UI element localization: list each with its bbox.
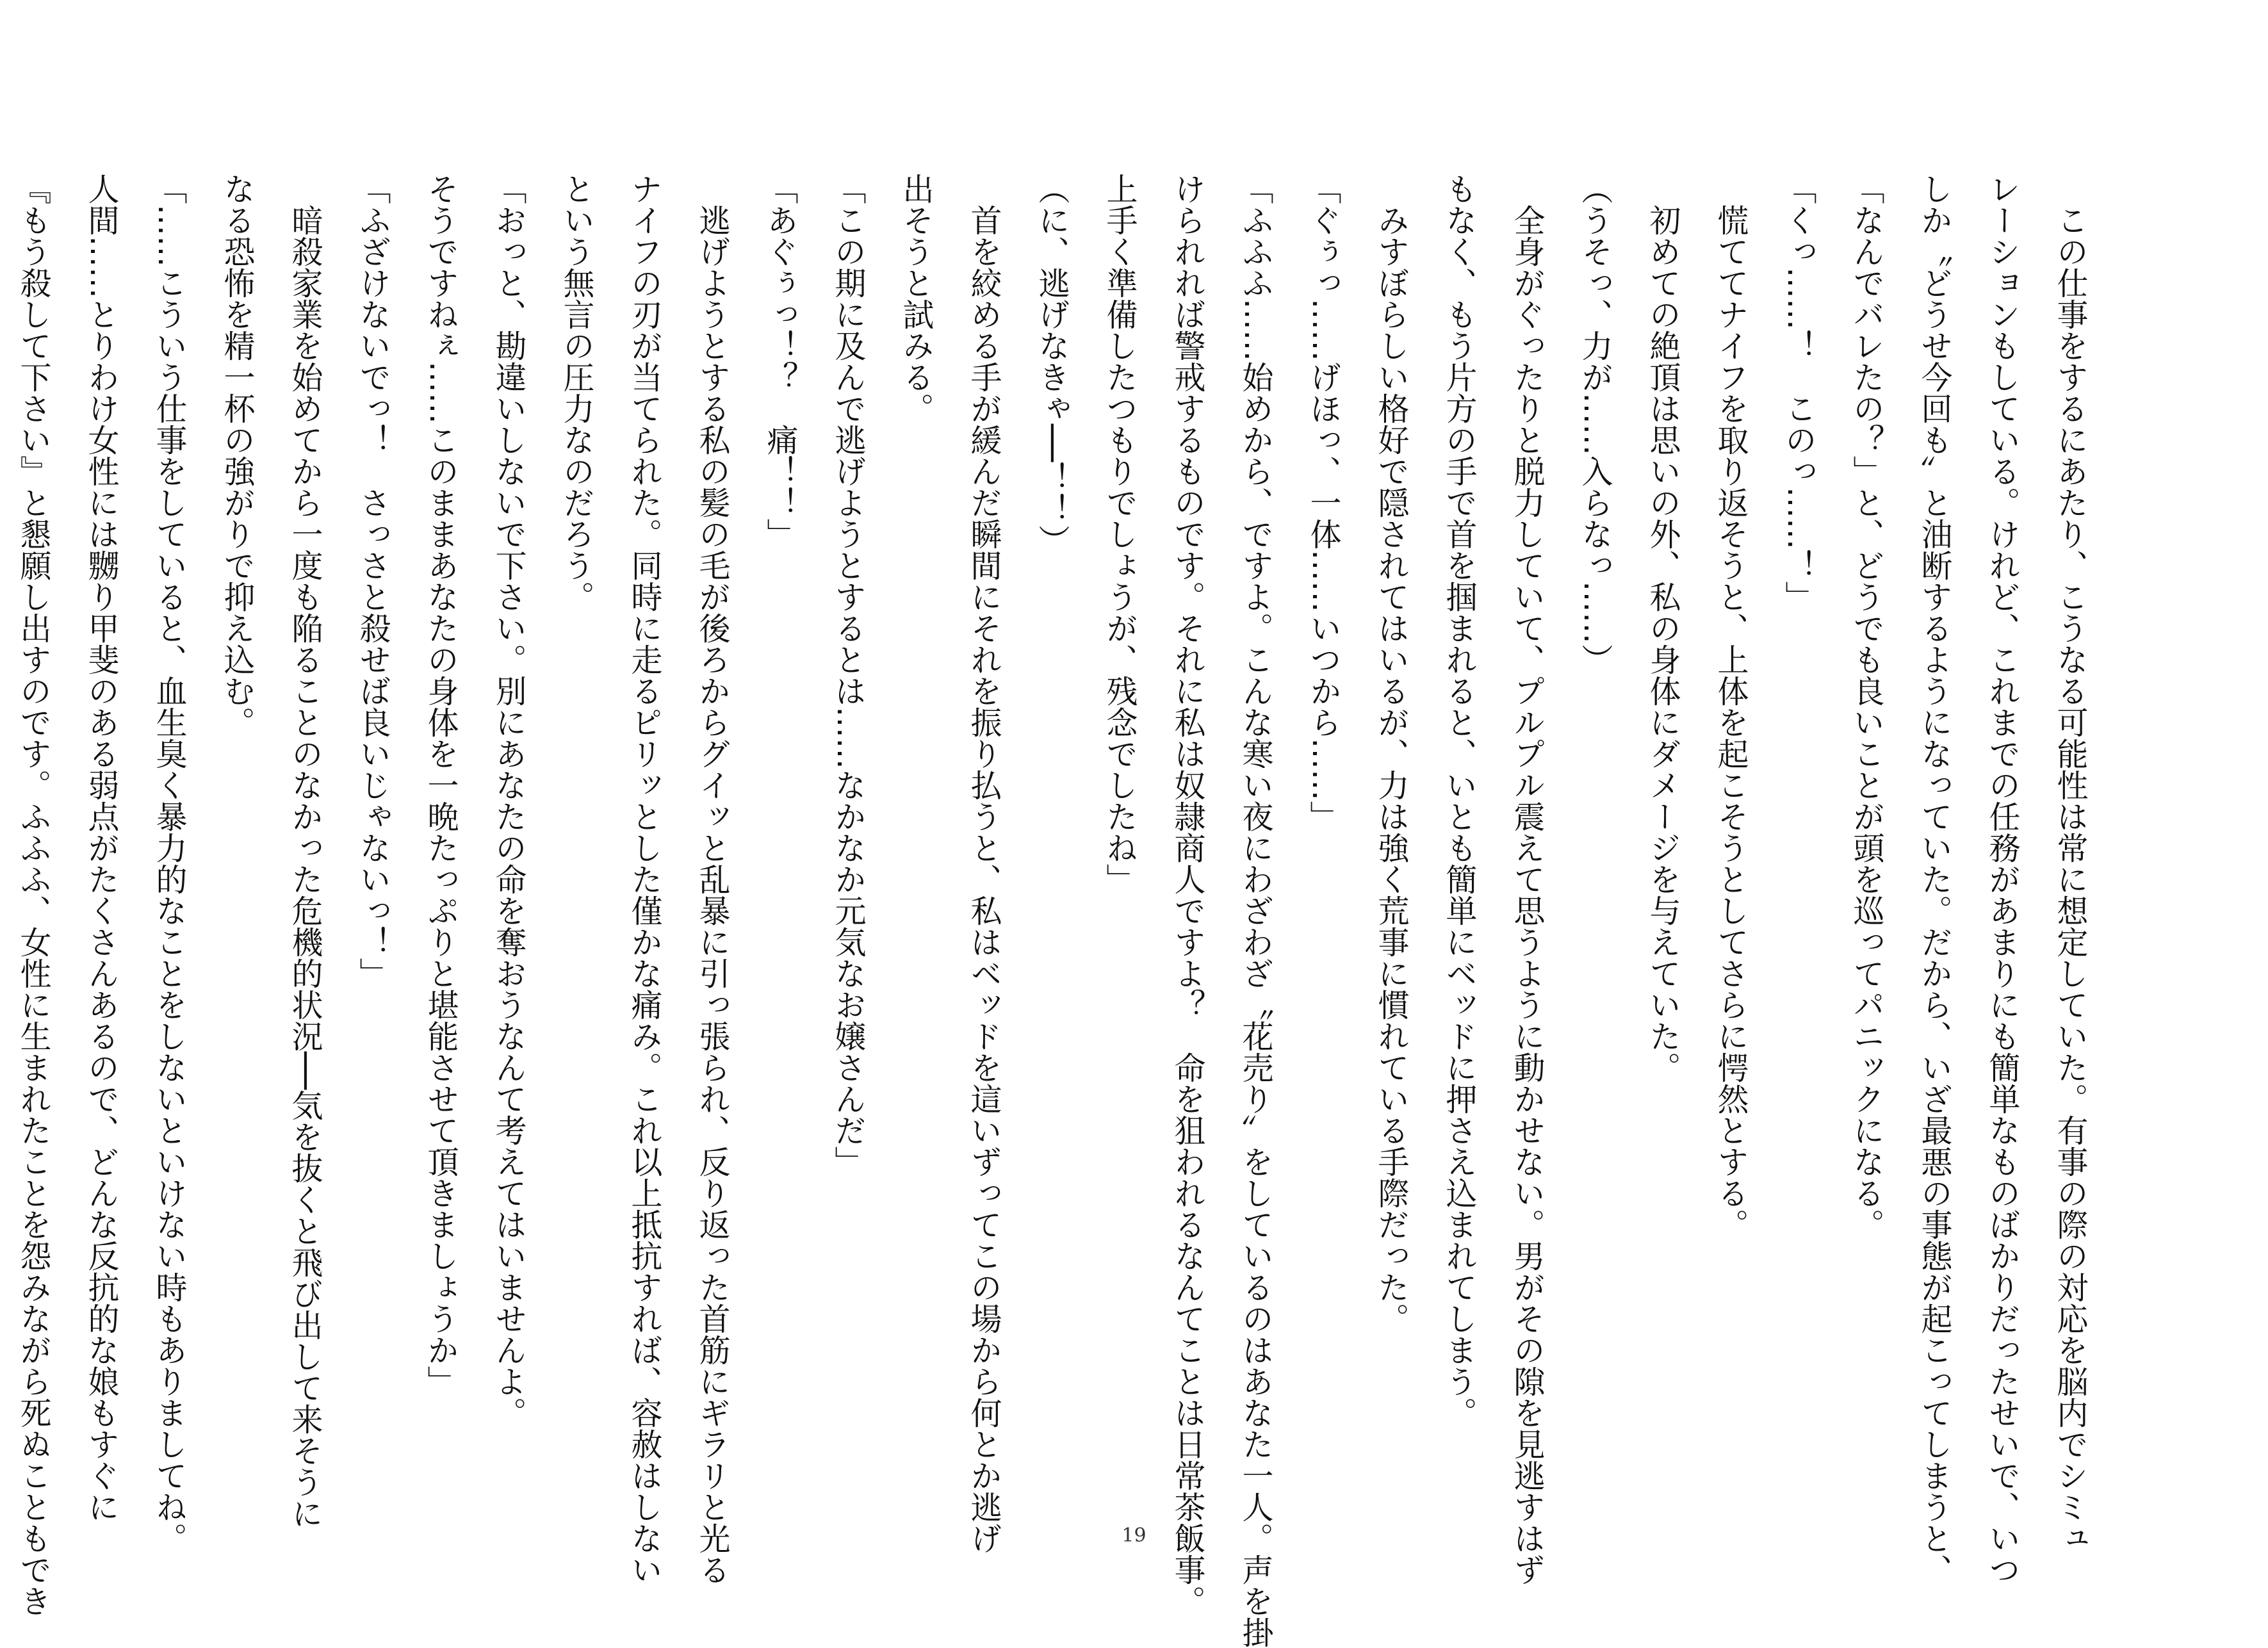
text-line: 「ふざけないでっ！ さっさと殺せば良いじゃないっ！」 (355, 173, 391, 989)
text-line: 「この期に及んで逃げようとするとは……なかなか元気なお嬢さんだ」 (830, 173, 867, 1177)
text-line: 上手く準備したつもりでしょうが、残念でしたね」 (1102, 173, 1138, 895)
text-line: （に、逃げなきゃ──！！） (1034, 173, 1070, 557)
text-line: 「くっ……！ このっ……！」 (1781, 173, 1817, 612)
text-line: 『もう殺して下さい』と懇願し出すのです。ふふふ、女性に生まれたことを怨みながら死ぬこともでき (15, 173, 52, 1617)
text-line: 逃げようとする私の髪の毛が後ろからグイッと乱暴に引っ張られ、反り返った首筋にギラリと光る (694, 173, 731, 1585)
text-line: 「なんでバレたの？」と、どうでも良いことが頭を巡ってパニックになる。 (1848, 173, 1885, 1240)
text-line: という無言の圧力なのだろう。 (559, 173, 595, 612)
text-line: もなく、もう片方の手で首を掴まれると、いとも簡単にベッドに押さえ込まれてしまう。 (1441, 173, 1478, 1428)
text-line: （うそっ、力が……入らなっ……） (1577, 173, 1613, 675)
text-line: 「おっと、勘違いしないで下さい。別にあなたの命を奪おうなんて考えてはいませんよ。 (491, 173, 527, 1428)
text-line: ナイフの刃が当てられた。同時に走るピリッとした僅かな痛み。これ以上抵抗すれば、容赦はしない (626, 173, 663, 1585)
text-line: なる恐怖を精一杯の強がりで抑え込む。 (219, 173, 256, 738)
text-line: みすぼらしい格好で隠されてはいるが、力は強く荒事に慣れている手際だった。 (1373, 173, 1410, 1334)
text-line: 全身がぐったりと脱力していて、プルプル震えて思うように動かせない。男がその隙を見逃すはず (1509, 173, 1546, 1585)
text-line: 初めての絶頂は思いの外、私の身体にダメージを与えていた。 (1645, 173, 1681, 1083)
text-line: そうですねぇ……このままあなたの身体を一晩たっぷりと堪能させて頂きましょうか」 (423, 173, 459, 1397)
text-line: レーションもしている。けれど、これまでの任務があまりにも簡単なものばかりだったせいで、いつ (1984, 173, 2021, 1585)
text-line: 「あぐぅっ！？ 痛！！」 (762, 173, 799, 550)
text-line: けられれば警戒するものです。それに私は奴隷商人ですよ？ 命を狙われるなんてことは日常茶飯事。 (1170, 173, 1206, 1617)
text-line: 出そうと試みる。 (898, 173, 934, 424)
text-line: この仕事をするにあたり、こうなる可能性は常に想定していた。有事の際の対応を脳内でシミュ (2052, 173, 2089, 1554)
text-line: 暗殺家業を始めてから一度も陥ることのなかった危機的状況──気を抜くと飛び出して来そうに (287, 173, 323, 1530)
text-line: 首を絞める手が緩んだ瞬間にそれを振り払うと、私はベッドを這いずってこの場から何とか逃げ (966, 173, 1002, 1554)
page-number: 19 (1122, 1524, 1146, 1547)
text-line: 慌ててナイフを取り返そうと、上体を起こそうとしてさらに愕然とする。 (1713, 173, 1749, 1240)
text-line: 人間……とりわけ女性には嬲り甲斐のある弱点がたくさんあるので、どんな反抗的な娘もすぐに (83, 173, 120, 1522)
text-line: 「ふふふ……始めから、ですよ。こんな寒い夜にわざわざ〝花売り〟をしているのはあなた一人。声を掛 (1237, 173, 1274, 1648)
text-line: しか〝どうせ今回も〟と油断するようになっていた。だから、いざ最悪の事態が起こってしまうと、 (1916, 173, 1953, 1585)
text-line: 「ぐぅっ……げほっ、一体……いつから……」 (1305, 173, 1342, 832)
text-line: 「……こういう仕事をしていると、血生臭く暴力的なことをしないといけない時もありましてね。 (151, 173, 188, 1554)
